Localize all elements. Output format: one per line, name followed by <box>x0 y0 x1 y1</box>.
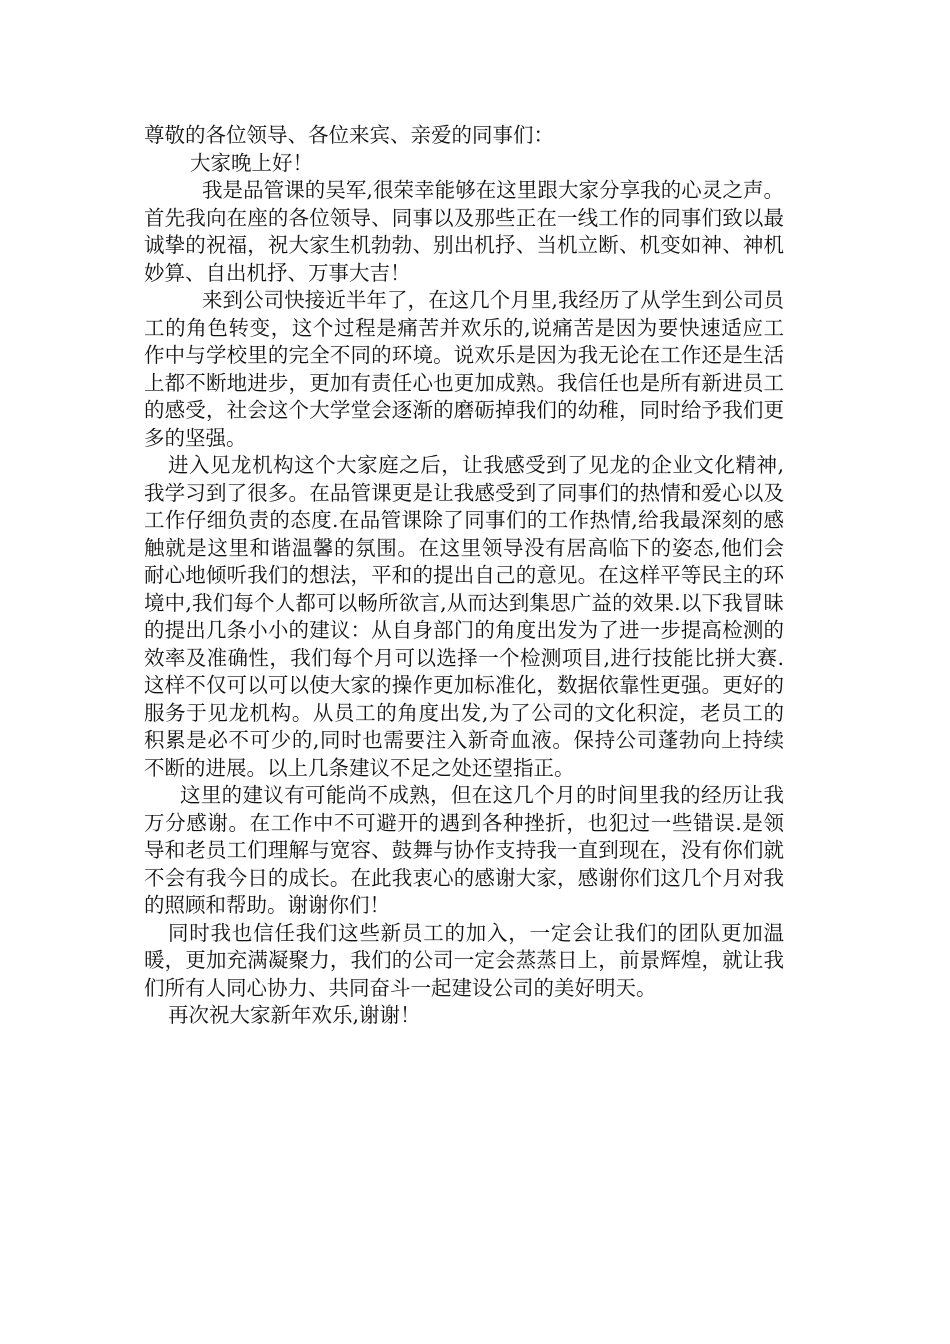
greeting: 大家晚上好！ <box>190 150 313 175</box>
paragraph-gratitude: 这里的建议有可能尚不成熟，但在这几个月的时间里我的经历让我万分感谢。在工作中不可避开的遇到各种挫折，也犯过一些错误.是领导和老员工们理解与宽容、鼓舞与协作支持我一直到现在，没有你们就不会有我今日的成长。在此我衷心的感谢大家，感谢你们这几个月对我的照顾和帮助。谢谢你们！ <box>144 783 784 917</box>
salutation: 尊敬的各位领导、各位来宾、亲爱的同事们： <box>144 123 554 147</box>
paragraph-suggestions: 进入见龙机构这个大家庭之后，让我感受到了见龙的企业文化精神,我学习到了很多。在品管课更是让我感受到了同事们的热情和爱心以及工作仔细负责的态度.在品管课除了同事们的工作热情,给我最深刻的感触就是这里和谐温馨的氛围。在这里领导没有居高临下的姿态,他们会耐心地倾听我们的想法，平和的提出自己的意见。在这样平等民主的环境中,我们每个人都可以畅所欲言,从而达到集思广益的效果.以下我冒昧的提出几条小小的建议：从自身部门的角度出发为了进一步提高检测的效率及准确性，我们每个月可以选择一个检测项目,进行技能比拼大赛.这样不仅可以可以使大家的操作更加标准化，数据依靠性更强。更好的服务于见龙机构。从员工的角度出发,为了公司的文化积淀，老员工的积累是必不可少的,同时也需要注入新奇血液。保持公司蓬勃向上持续不断的进展。以上几条建议不足之处还望指正。 <box>144 453 784 780</box>
document-body <box>144 122 784 1030</box>
paragraph-joining-company: 来到公司快接近半年了，在这几个月里,我经历了从学生到公司员工的角色转变，这个过程是痛苦并欢乐的,说痛苦是因为要快速适应工作中与学校里的完全不同的环境。说欢乐是因为我无论在工作还是生活上都不断地进步，更加有责任心也更加成熟。我信任也是所有新进员工的感受，社会这个大学堂会逐渐的磨砺掉我们的幼稚，同时给予我们更多的坚强。 <box>144 288 784 450</box>
closing: 再次祝大家新年欢乐,谢谢！ <box>168 1003 421 1027</box>
paragraph-outlook: 同时我也信任我们这些新员工的加入，一定会让我们的团队更加温暖，更加充满凝聚力，我们的公司一定会蒸蒸日上，前景辉煌，就让我们所有人同心协力、共同奋斗一起建设公司的美好明天。 <box>144 920 784 1000</box>
paragraph-introduction: 我是品管课的吴军,很荣幸能够在这里跟大家分享我的心灵之声。首先我向在座的各位领导、同事以及那些正在一线工作的同事们致以最诚挚的祝福，祝大家生机勃勃、别出机抒、当机立断、机变如神、神机妙算、自出机抒、万事大吉！ <box>144 178 784 285</box>
